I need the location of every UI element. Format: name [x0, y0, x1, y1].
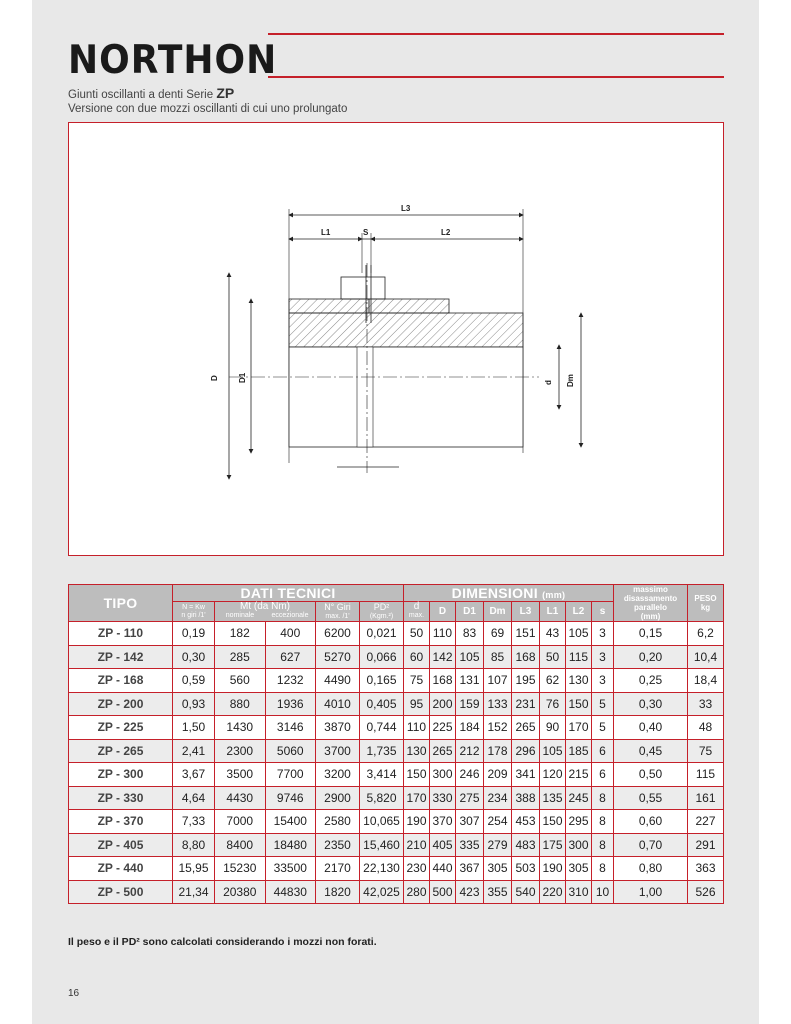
- table-row: [69, 622, 724, 646]
- table-cell: 5060: [265, 739, 316, 763]
- table-cell: 60: [404, 645, 430, 669]
- table-cell: 540: [512, 880, 540, 904]
- table-cell: 43: [540, 622, 566, 646]
- table-row: [69, 716, 724, 740]
- table-cell: 335: [456, 833, 484, 857]
- table-cell: 0,744: [360, 716, 404, 740]
- col-giri: N° Giri max. /1': [316, 602, 360, 622]
- table-cell: 363: [688, 857, 724, 881]
- table-cell: 295: [566, 810, 592, 834]
- series-line: Giunti oscillanti a denti Serie: [68, 89, 214, 101]
- table-row: [69, 692, 724, 716]
- table-cell: 341: [512, 763, 540, 787]
- table-cell: 151: [512, 622, 540, 646]
- table-cell: 279: [484, 833, 512, 857]
- table-cell: 5: [592, 692, 614, 716]
- table-cell: 7700: [265, 763, 316, 787]
- table-cell: 526: [688, 880, 724, 904]
- tipo-cell: ZP - 370: [69, 810, 173, 834]
- table-cell: 178: [484, 739, 512, 763]
- tipo-cell: ZP - 330: [69, 786, 173, 810]
- table-cell: 7,33: [173, 810, 215, 834]
- table-cell: 4490: [316, 669, 360, 693]
- col-ratio: N = Kw n giri /1': [173, 602, 215, 622]
- group-dimensioni: DIMENSIONI (mm): [404, 585, 614, 602]
- header-rule-bottom: [268, 76, 724, 78]
- table-cell: 170: [566, 716, 592, 740]
- table-cell: 388: [512, 786, 540, 810]
- table-cell: 0,70: [614, 833, 688, 857]
- table-cell: 245: [566, 786, 592, 810]
- table-cell: 215: [566, 763, 592, 787]
- table-row: [69, 763, 724, 787]
- table-cell: 105: [540, 739, 566, 763]
- table-cell: 130: [566, 669, 592, 693]
- col-D1: D1: [456, 602, 484, 622]
- page-number: 16: [68, 988, 80, 999]
- table-cell: 300: [430, 763, 456, 787]
- l1-label: L1: [321, 228, 331, 237]
- col-L1: L1: [540, 602, 566, 622]
- table-cell: 170: [404, 786, 430, 810]
- table-cell: 1,00: [614, 880, 688, 904]
- table-cell: 3: [592, 645, 614, 669]
- table-cell: 10,065: [360, 810, 404, 834]
- table-cell: 300: [566, 833, 592, 857]
- table-cell: 195: [512, 669, 540, 693]
- left-flange: [289, 299, 369, 313]
- table-cell: 305: [484, 857, 512, 881]
- table-cell: 175: [540, 833, 566, 857]
- table-cell: 483: [512, 833, 540, 857]
- table-cell: 131: [456, 669, 484, 693]
- table-cell: 254: [484, 810, 512, 834]
- table-cell: 15,95: [173, 857, 215, 881]
- table-cell: 2580: [316, 810, 360, 834]
- table-cell: 1,50: [173, 716, 215, 740]
- table-cell: 880: [215, 692, 266, 716]
- col-peso: PESO kg: [688, 585, 724, 622]
- table-cell: 62: [540, 669, 566, 693]
- table-cell: 5,820: [360, 786, 404, 810]
- table-cell: 0,19: [173, 622, 215, 646]
- table-cell: 0,165: [360, 669, 404, 693]
- brand-logo: NORTHON: [68, 38, 278, 84]
- col-tipo: TIPO: [69, 585, 173, 622]
- spec-table-body: [69, 622, 724, 904]
- col-Dm: Dm: [484, 602, 512, 622]
- table-cell: 115: [688, 763, 724, 787]
- tipo-cell: ZP - 142: [69, 645, 173, 669]
- table-cell: 3146: [265, 716, 316, 740]
- table-cell: 310: [566, 880, 592, 904]
- col-disassamento: massimo disassamento parallelo (mm): [614, 585, 688, 622]
- s-label: S: [363, 228, 369, 237]
- tipo-cell: ZP - 300: [69, 763, 173, 787]
- table-cell: 133: [484, 692, 512, 716]
- table-cell: 560: [215, 669, 266, 693]
- table-cell: 33500: [265, 857, 316, 881]
- table-cell: 7000: [215, 810, 266, 834]
- table-cell: 107: [484, 669, 512, 693]
- table-cell: 110: [430, 622, 456, 646]
- table-cell: 182: [215, 622, 266, 646]
- table-cell: 1936: [265, 692, 316, 716]
- table-cell: 305: [566, 857, 592, 881]
- table-cell: 83: [456, 622, 484, 646]
- dm-label: Dm: [566, 374, 575, 387]
- table-cell: 15230: [215, 857, 266, 881]
- coupling-drawing: [69, 123, 723, 555]
- version-line: Versione con due mozzi oscillanti di cui uno prolungato: [68, 103, 348, 115]
- table-cell: 21,34: [173, 880, 215, 904]
- table-cell: 2900: [316, 786, 360, 810]
- table-row: [69, 645, 724, 669]
- table-row: [69, 669, 724, 693]
- col-L3: L3: [512, 602, 540, 622]
- table-cell: 265: [512, 716, 540, 740]
- table-cell: 105: [456, 645, 484, 669]
- table-cell: 627: [265, 645, 316, 669]
- table-cell: 150: [404, 763, 430, 787]
- table-cell: 15,460: [360, 833, 404, 857]
- table-cell: 85: [484, 645, 512, 669]
- table-cell: 76: [540, 692, 566, 716]
- table-cell: 210: [404, 833, 430, 857]
- table-cell: 115: [566, 645, 592, 669]
- table-cell: 1232: [265, 669, 316, 693]
- tipo-cell: ZP - 225: [69, 716, 173, 740]
- table-cell: 2170: [316, 857, 360, 881]
- table-cell: 150: [566, 692, 592, 716]
- tipo-cell: ZP - 168: [69, 669, 173, 693]
- table-row: [69, 810, 724, 834]
- table-cell: 231: [512, 692, 540, 716]
- table-cell: 225: [430, 716, 456, 740]
- table-cell: 168: [430, 669, 456, 693]
- table-row: [69, 739, 724, 763]
- table-cell: 190: [404, 810, 430, 834]
- table-cell: 400: [265, 622, 316, 646]
- table-cell: 4010: [316, 692, 360, 716]
- table-cell: 135: [540, 786, 566, 810]
- table-cell: 18,4: [688, 669, 724, 693]
- table-row: [69, 786, 724, 810]
- table-cell: 2350: [316, 833, 360, 857]
- table-cell: 280: [404, 880, 430, 904]
- table-cell: 130: [404, 739, 430, 763]
- group-dati-tecnici: DATI TECNICI: [173, 585, 404, 602]
- table-cell: 6: [592, 739, 614, 763]
- table-cell: 6: [592, 763, 614, 787]
- tipo-cell: ZP - 110: [69, 622, 173, 646]
- table-cell: 8: [592, 810, 614, 834]
- bolt-head: [341, 277, 385, 299]
- col-pd: PD² (Kgm.²): [360, 602, 404, 622]
- table-cell: 0,30: [614, 692, 688, 716]
- table-cell: 285: [215, 645, 266, 669]
- l2-label: L2: [441, 228, 451, 237]
- table-cell: 355: [484, 880, 512, 904]
- table-cell: 230: [404, 857, 430, 881]
- d-outer-label: D: [210, 375, 219, 381]
- table-cell: 75: [688, 739, 724, 763]
- table-cell: 330: [430, 786, 456, 810]
- table-cell: 3,414: [360, 763, 404, 787]
- table-cell: 0,80: [614, 857, 688, 881]
- table-cell: 33: [688, 692, 724, 716]
- table-cell: 5: [592, 716, 614, 740]
- table-cell: 367: [456, 857, 484, 881]
- table-cell: 44830: [265, 880, 316, 904]
- table-cell: 142: [430, 645, 456, 669]
- table-cell: 0,40: [614, 716, 688, 740]
- table-cell: 50: [404, 622, 430, 646]
- table-cell: 184: [456, 716, 484, 740]
- table-cell: 0,066: [360, 645, 404, 669]
- spec-table: [68, 584, 724, 904]
- table-cell: 234: [484, 786, 512, 810]
- table-cell: 9746: [265, 786, 316, 810]
- footnote: Il peso e il PD² sono calcolati considerando i mozzi non forati.: [68, 936, 377, 948]
- l3-label: L3: [401, 204, 411, 213]
- table-cell: 4430: [215, 786, 266, 810]
- table-cell: 185: [566, 739, 592, 763]
- table-cell: 246: [456, 763, 484, 787]
- table-cell: 5270: [316, 645, 360, 669]
- table-cell: 3200: [316, 763, 360, 787]
- table-cell: 405: [430, 833, 456, 857]
- table-cell: 0,30: [173, 645, 215, 669]
- table-cell: 75: [404, 669, 430, 693]
- table-cell: 152: [484, 716, 512, 740]
- table-cell: 42,025: [360, 880, 404, 904]
- table-cell: 2300: [215, 739, 266, 763]
- hub-section: [289, 313, 523, 347]
- table-cell: 3870: [316, 716, 360, 740]
- table-cell: 0,50: [614, 763, 688, 787]
- table-cell: 503: [512, 857, 540, 881]
- table-cell: 10: [592, 880, 614, 904]
- table-cell: 15400: [265, 810, 316, 834]
- table-cell: 1,735: [360, 739, 404, 763]
- table-cell: 3,67: [173, 763, 215, 787]
- col-D: D: [430, 602, 456, 622]
- table-cell: 90: [540, 716, 566, 740]
- table-row: [69, 833, 724, 857]
- tipo-cell: ZP - 440: [69, 857, 173, 881]
- table-cell: 500: [430, 880, 456, 904]
- tipo-cell: ZP - 265: [69, 739, 173, 763]
- table-row: [69, 880, 724, 904]
- table-cell: 190: [540, 857, 566, 881]
- table-cell: 296: [512, 739, 540, 763]
- technical-drawing: [68, 122, 724, 556]
- series-subtitle: [68, 86, 347, 116]
- table-cell: 3700: [316, 739, 360, 763]
- table-cell: 3: [592, 622, 614, 646]
- table-cell: 110: [404, 716, 430, 740]
- table-cell: 0,45: [614, 739, 688, 763]
- table-cell: 0,59: [173, 669, 215, 693]
- table-cell: 22,130: [360, 857, 404, 881]
- table-cell: 161: [688, 786, 724, 810]
- table-cell: 120: [540, 763, 566, 787]
- table-cell: 6200: [316, 622, 360, 646]
- table-cell: 453: [512, 810, 540, 834]
- right-flange: [369, 299, 449, 313]
- table-cell: 2,41: [173, 739, 215, 763]
- table-cell: 95: [404, 692, 430, 716]
- table-cell: 0,60: [614, 810, 688, 834]
- d-bore-label: d: [544, 380, 553, 385]
- tipo-cell: ZP - 405: [69, 833, 173, 857]
- table-cell: 440: [430, 857, 456, 881]
- table-cell: 18480: [265, 833, 316, 857]
- table-cell: 265: [430, 739, 456, 763]
- table-cell: 4,64: [173, 786, 215, 810]
- d1-label: D1: [238, 372, 247, 383]
- table-cell: 159: [456, 692, 484, 716]
- series-code: ZP: [216, 85, 235, 101]
- table-cell: 3: [592, 669, 614, 693]
- table-cell: 150: [540, 810, 566, 834]
- col-mt: Mt (da Nm) nominale eccezionale: [215, 602, 316, 622]
- tipo-cell: ZP - 200: [69, 692, 173, 716]
- table-cell: 10,4: [688, 645, 724, 669]
- table-cell: 200: [430, 692, 456, 716]
- table-cell: 3500: [215, 763, 266, 787]
- table-cell: 0,25: [614, 669, 688, 693]
- table-cell: 0,021: [360, 622, 404, 646]
- table-cell: 50: [540, 645, 566, 669]
- header-rule-top: [268, 33, 724, 35]
- table-cell: 69: [484, 622, 512, 646]
- table-cell: 105: [566, 622, 592, 646]
- table-cell: 0,93: [173, 692, 215, 716]
- table-cell: 1430: [215, 716, 266, 740]
- table-cell: 370: [430, 810, 456, 834]
- table-row: [69, 857, 724, 881]
- col-s: s: [592, 602, 614, 622]
- col-d-bore: d max.: [404, 602, 430, 622]
- table-cell: 8,80: [173, 833, 215, 857]
- table-cell: 212: [456, 739, 484, 763]
- table-cell: 48: [688, 716, 724, 740]
- table-cell: 0,55: [614, 786, 688, 810]
- table-cell: 220: [540, 880, 566, 904]
- table-cell: 227: [688, 810, 724, 834]
- table-cell: 209: [484, 763, 512, 787]
- table-cell: 8: [592, 857, 614, 881]
- table-cell: 423: [456, 880, 484, 904]
- col-L2: L2: [566, 602, 592, 622]
- tipo-cell: ZP - 500: [69, 880, 173, 904]
- table-cell: 20380: [215, 880, 266, 904]
- table-cell: 307: [456, 810, 484, 834]
- table-cell: 8400: [215, 833, 266, 857]
- table-cell: 0,15: [614, 622, 688, 646]
- table-cell: 1820: [316, 880, 360, 904]
- table-cell: 168: [512, 645, 540, 669]
- table-cell: 6,2: [688, 622, 724, 646]
- table-cell: 8: [592, 833, 614, 857]
- table-cell: 291: [688, 833, 724, 857]
- table-cell: 275: [456, 786, 484, 810]
- table-cell: 8: [592, 786, 614, 810]
- table-cell: 0,405: [360, 692, 404, 716]
- hub-body: [289, 347, 523, 447]
- table-cell: 0,20: [614, 645, 688, 669]
